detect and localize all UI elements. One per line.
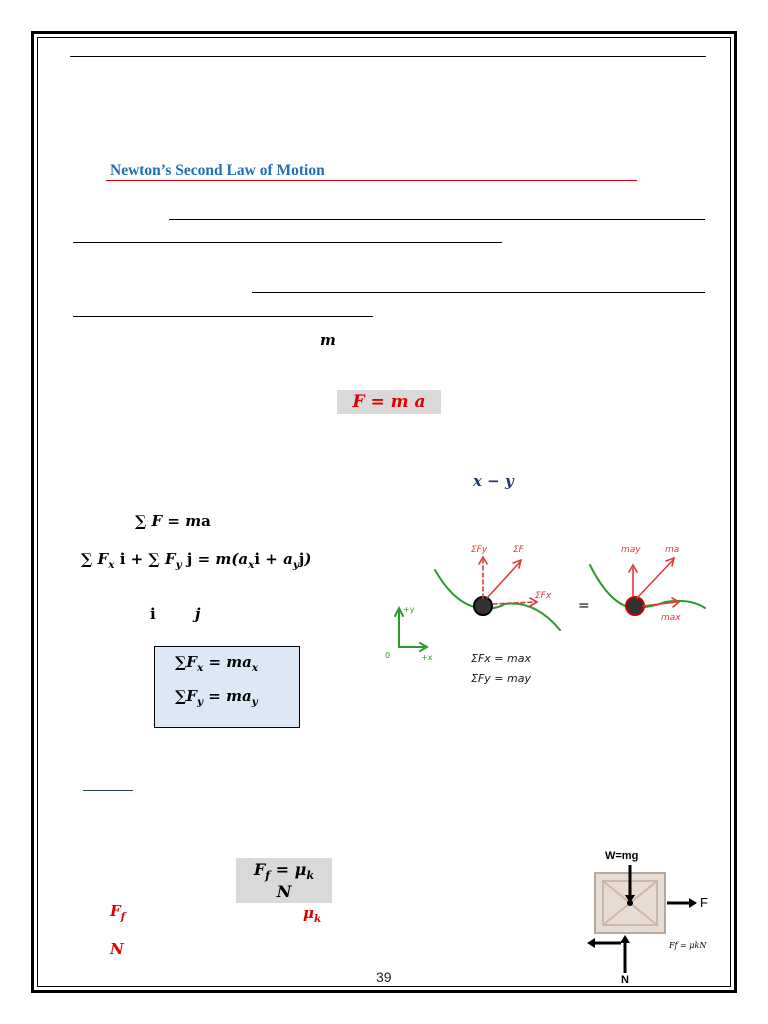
normal-label: N (621, 974, 629, 985)
right-particle (626, 597, 644, 615)
sketch-label-sumF: ΣF (513, 545, 524, 555)
page-number: 39 (376, 969, 392, 985)
component-equation-y: $\sum F_y = ma_y$ (175, 687, 258, 708)
vector-sum-equation: ∑ F = ma (135, 512, 211, 530)
sketch-label-ma: ma (665, 545, 680, 555)
sketch-label-sumFx: ΣFx (535, 591, 552, 601)
free-body-sketch (375, 530, 715, 700)
newton-equation-text: F = m a (352, 392, 426, 412)
unit-vector-i: i (150, 605, 156, 623)
force-label: F (700, 895, 708, 910)
sketch-equals: = (578, 598, 590, 614)
sketch-axis-label-y: +y (403, 605, 415, 614)
blank-line-3 (252, 292, 705, 293)
newton-equation (337, 390, 441, 414)
friction-figure (585, 845, 725, 985)
sketch-label-max: max (661, 613, 681, 623)
mu-symbol: $\mu_k$ (303, 904, 322, 925)
friction-equation: $F_f = \mu_k$ N (236, 858, 332, 903)
sketch-axis-label-origin: 0 (385, 651, 391, 660)
sketch-axis-label-x: +x (421, 653, 433, 662)
sketch-equation-y: ΣFy = may (471, 672, 531, 685)
sketch-label-sumFy: ΣFy (471, 545, 488, 555)
sketch-label-may: may (621, 545, 641, 555)
short-underline (83, 790, 133, 791)
blank-line-2 (73, 242, 502, 243)
unit-vector-j: j (195, 605, 201, 623)
left-arrow-sumFx (493, 602, 535, 604)
weight-label: W=mg (605, 850, 639, 862)
left-arrow-sumF (487, 562, 520, 598)
axes-label: x − y (473, 472, 514, 490)
blank-line-4 (73, 316, 373, 317)
right-arrow-max (643, 602, 677, 606)
sketch-equation-x: ΣFx = max (471, 652, 531, 665)
friction-symbol: $F_f$ (110, 902, 126, 923)
mass-symbol: m (320, 331, 336, 349)
component-equation-x: $\sum F_x = ma_x$ (175, 653, 259, 674)
section-title: Newton’s Second Law of Motion (110, 162, 325, 179)
friction-label: Ff = μkN (669, 941, 707, 950)
header-rule (70, 56, 706, 57)
left-particle (474, 597, 492, 615)
title-underline (106, 180, 637, 181)
component-equations-box (154, 646, 300, 728)
component-expansion-equation: ∑ $F_x$ i + ∑ $F_y$ $j = m(a_xi + a_yj)$ (81, 550, 312, 571)
normal-symbol: N (110, 940, 124, 958)
right-arrow-ma (637, 560, 673, 598)
blank-line-1 (169, 219, 705, 220)
